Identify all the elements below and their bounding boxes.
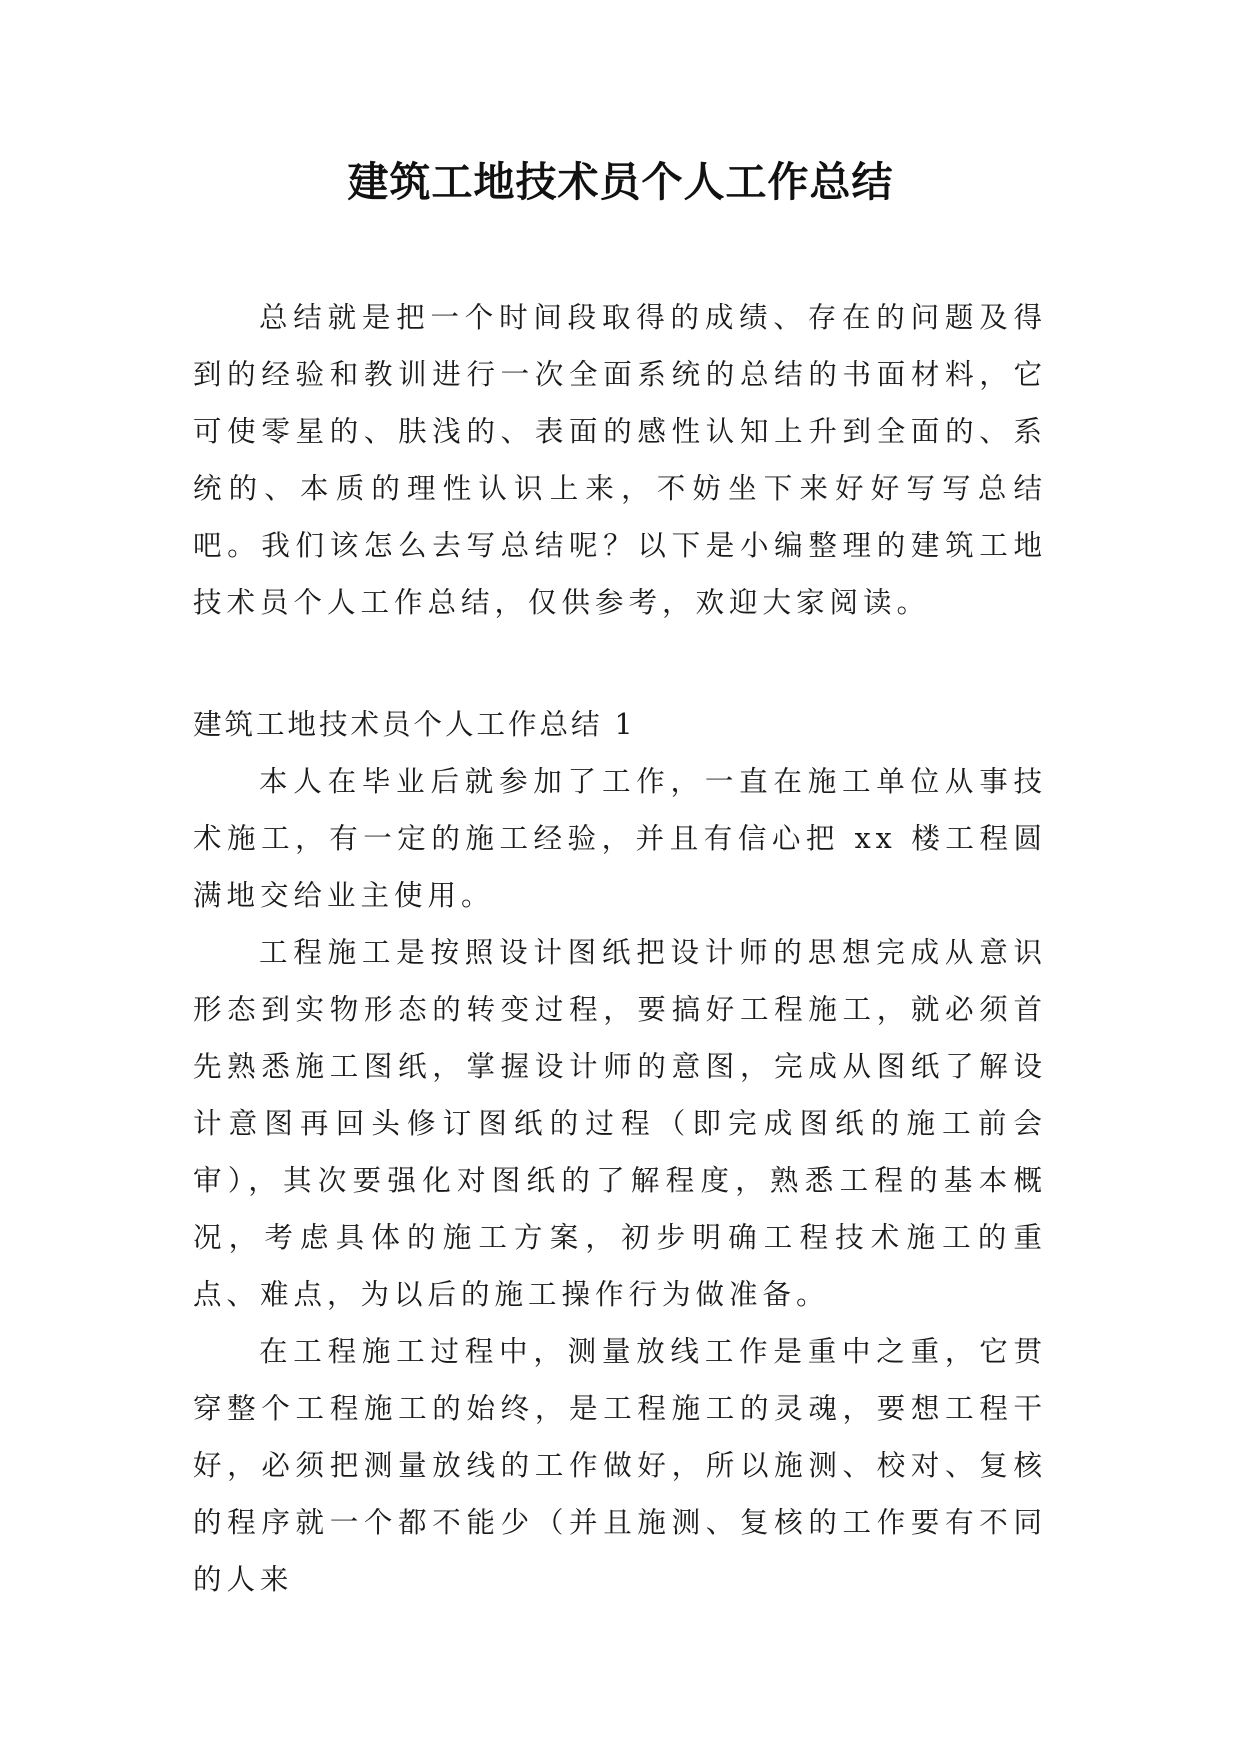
body-paragraph-1: 本人在毕业后就参加了工作，一直在施工单位从事技术施工，有一定的施工经验，并且有信心把 xx 楼工程圆满地交给业主使用。 [193, 765, 1047, 912]
main-section [193, 696, 1047, 1608]
section-heading: 建筑工地技术员个人工作总结 1 [193, 708, 636, 741]
intro-paragraph: 总结就是把一个时间段取得的成绩、存在的问题及得到的经验和教训进行一次全面系统的总结的书面材料，它可使零星的、肤浅的、表面的感性认知上升到全面的、系统的、本质的理性认识上来，不妨坐下来好好写写总结吧。我们该怎么去写总结呢？以下是小编整理的建筑工地技术员个人工作总结，仅供参考，欢迎大家阅读。 [193, 301, 1047, 619]
body-paragraph-3: 在工程施工过程中，测量放线工作是重中之重，它贯穿整个工程施工的始终，是工程施工的灵魂，要想工程干好，必须把测量放线的工作做好，所以施测、校对、复核的程序就一个都不能少（并且施测、复核的工作要有不同的人来 [193, 1335, 1047, 1596]
intro-section [193, 289, 1047, 631]
body-paragraph-2: 工程施工是按照设计图纸把设计师的思想完成从意识形态到实物形态的转变过程，要搞好工程施工，就必须首先熟悉施工图纸，掌握设计师的意图，完成从图纸了解设计意图再回头修订图纸的过程（即完成图纸的施工前会审），其次要强化对图纸的了解程度，熟悉工程的基本概况，考虑具体的施工方案，初步明确工程技术施工的重点、难点，为以后的施工操作行为做准备。 [193, 936, 1047, 1311]
document-title: 建筑工地技术员个人工作总结 [347, 158, 894, 206]
